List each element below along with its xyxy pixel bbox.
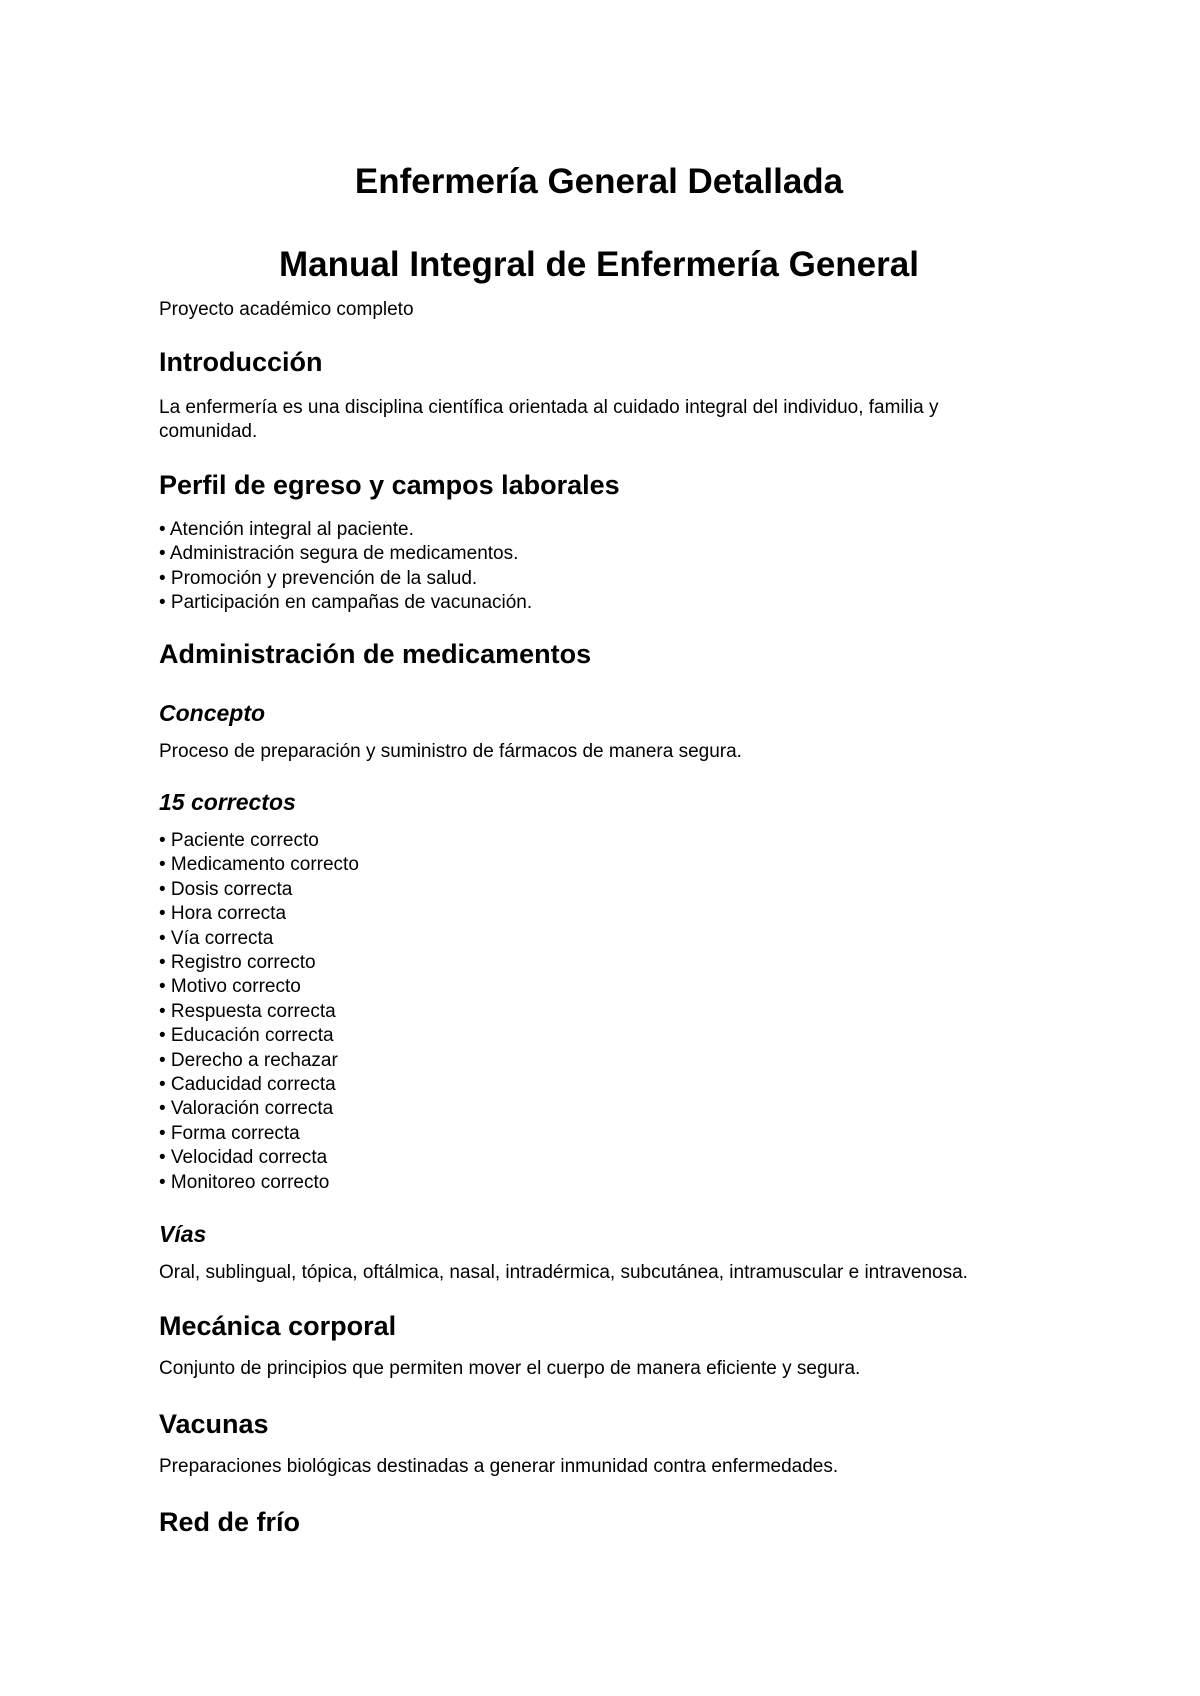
heading-vias: Vías — [159, 1221, 207, 1247]
heading-concepto: Concepto — [159, 700, 266, 726]
list-item: • Caducidad correcta — [159, 1074, 336, 1096]
list-item: • Medicamento correcto — [159, 854, 359, 876]
document-title: Enfermería General Detallada — [354, 162, 844, 201]
heading-red-de-frio: Red de frío — [159, 1507, 301, 1537]
heading-administracion: Administración de medicamentos — [159, 639, 592, 669]
list-item: • Velocidad correcta — [159, 1147, 328, 1169]
vias-text: Oral, sublingual, tópica, oftálmica, nasal, intradérmica, subcutánea, intramuscular e intravenosa. — [159, 1262, 968, 1283]
list-item: • Forma correcta — [159, 1122, 300, 1144]
list-item: • Dosis correcta — [159, 878, 293, 900]
introduccion-text: La enfermería es una disciplina científica orientada al cuidado integral del individuo, familia y comunidad. — [159, 397, 939, 442]
list-item: • Educación correcta — [159, 1025, 334, 1047]
vacunas-text: Preparaciones biológicas destinadas a generar inmunidad contra enfermedades. — [159, 1456, 839, 1477]
list-item: • Derecho a rechazar — [159, 1049, 338, 1071]
list-item: • Paciente correcto — [159, 830, 319, 851]
list-item: • Monitoreo correcto — [159, 1171, 330, 1193]
manual-title: Manual Integral de Enfermería General — [279, 245, 919, 284]
list-item: • Motivo correcto — [159, 976, 301, 998]
correctos-list — [159, 829, 359, 1195]
tagline: Proyecto académico completo — [159, 299, 414, 320]
perfil-list — [159, 518, 532, 616]
heading-introduccion: Introducción — [159, 347, 323, 377]
list-item: • Atención integral al paciente. — [159, 519, 414, 540]
heading-mecanica-corporal: Mecánica corporal — [159, 1311, 397, 1341]
list-item: • Participación en campañas de vacunación. — [159, 592, 533, 614]
concepto-text: Proceso de preparación y suministro de fármacos de manera segura. — [159, 741, 742, 762]
mecanica-text: Conjunto de principios que permiten mover el cuerpo de manera eficiente y segura. — [159, 1358, 861, 1379]
list-item: • Respuesta correcta — [159, 1000, 336, 1022]
list-item: • Promoción y prevención de la salud. — [159, 567, 478, 589]
list-item: • Registro correcto — [159, 952, 316, 974]
list-item: • Valoración correcta — [159, 1098, 334, 1120]
heading-15-correctos: 15 correctos — [159, 789, 296, 815]
heading-perfil: Perfil de egreso y campos laborales — [159, 470, 620, 500]
list-item: • Administración segura de medicamentos. — [159, 543, 519, 565]
heading-vacunas: Vacunas — [159, 1409, 269, 1439]
list-item: • Hora correcta — [159, 903, 287, 925]
list-item: • Vía correcta — [159, 927, 274, 949]
